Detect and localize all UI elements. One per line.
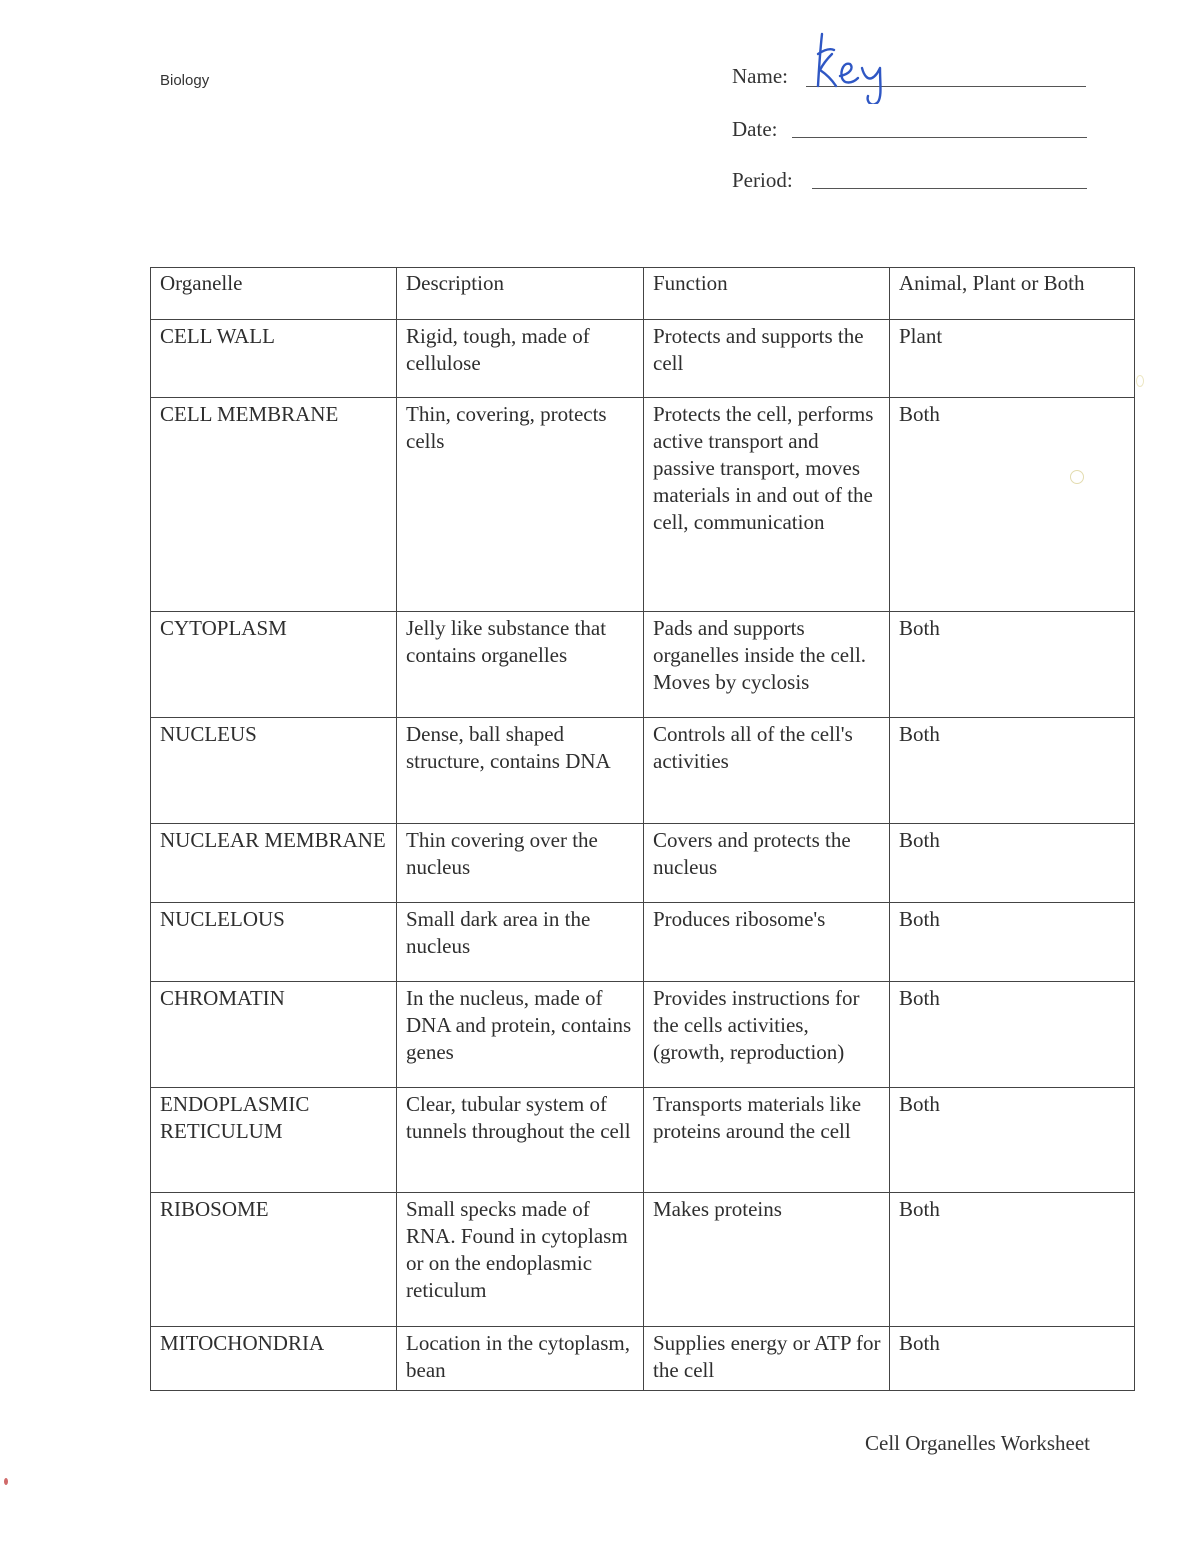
cell-type: Both: [890, 903, 1135, 982]
cell-organelle: CELL WALL: [151, 320, 397, 398]
name-label: Name:: [732, 64, 788, 88]
cell-organelle: ENDOPLASMIC RETICULUM: [151, 1088, 397, 1193]
cell-type: Both: [890, 824, 1135, 903]
cell-description: Location in the cytoplasm, bean: [397, 1327, 644, 1391]
cell-description: Thin, covering, protects cells: [397, 398, 644, 612]
cell-description: Thin covering over the nucleus: [397, 824, 644, 903]
table-row: [151, 903, 1135, 982]
table-row: [151, 1193, 1135, 1327]
cell-organelle: CYTOPLASM: [151, 612, 397, 718]
cell-type: Both: [890, 1088, 1135, 1193]
scan-speck: [1070, 470, 1084, 484]
cell-type: Both: [890, 398, 1135, 612]
cell-type: Both: [890, 982, 1135, 1088]
cell-type: Both: [890, 612, 1135, 718]
cell-organelle: NUCLELOUS: [151, 903, 397, 982]
cell-function: Controls all of the cell's activities: [644, 718, 890, 824]
cell-type: Plant: [890, 320, 1135, 398]
subject-label: Biology: [160, 72, 210, 89]
worksheet-title: Cell Organelles Worksheet: [865, 1431, 1090, 1455]
cell-type: Both: [890, 718, 1135, 824]
cell-function: Protects and supports the cell: [644, 320, 890, 398]
period-line[interactable]: [812, 188, 1087, 189]
cell-function: Covers and protects the nucleus: [644, 824, 890, 903]
table-row: [151, 1327, 1135, 1391]
cell-organelle: CHROMATIN: [151, 982, 397, 1088]
cell-organelle: MITOCHONDRIA: [151, 1327, 397, 1391]
table-header-row: [151, 268, 1135, 320]
table-row: [151, 824, 1135, 903]
cell-description: Small specks made of RNA. Found in cytoplasm or on the endoplasmic reticulum: [397, 1193, 644, 1327]
cell-organelle: NUCLEUS: [151, 718, 397, 824]
cell-description: Dense, ball shaped structure, contains DNA: [397, 718, 644, 824]
cell-function: Pads and supports organelles inside the cell. Moves by cyclosis: [644, 612, 890, 718]
cell-function: Provides instructions for the cells activities, (growth, reproduction): [644, 982, 890, 1088]
date-line[interactable]: [792, 137, 1087, 138]
table-row: [151, 982, 1135, 1088]
cell-function: Supplies energy or ATP for the cell: [644, 1327, 890, 1391]
cell-function: Protects the cell, performs active transport and passive transport, moves materials in and out of the cell, communication: [644, 398, 890, 612]
cell-description: In the nucleus, made of DNA and protein, contains genes: [397, 982, 644, 1088]
handwritten-name-key: [810, 24, 910, 104]
cell-description: Rigid, tough, made of cellulose: [397, 320, 644, 398]
cell-organelle: CELL MEMBRANE: [151, 398, 397, 612]
table-row: [151, 718, 1135, 824]
header-organelle: Organelle: [151, 268, 397, 320]
header-description: Description: [397, 268, 644, 320]
period-label: Period:: [732, 168, 793, 192]
cell-description: Jelly like substance that contains organelles: [397, 612, 644, 718]
header-type: Animal, Plant or Both: [890, 268, 1135, 320]
cell-organelle: RIBOSOME: [151, 1193, 397, 1327]
cell-type: Both: [890, 1327, 1135, 1391]
cell-type: Both: [890, 1193, 1135, 1327]
cell-organelle: NUCLEAR MEMBRANE: [151, 824, 397, 903]
organelles-table: [150, 267, 1135, 1391]
cell-function: Transports materials like proteins around the cell: [644, 1088, 890, 1193]
date-label: Date:: [732, 117, 778, 141]
table-row: [151, 1088, 1135, 1193]
cell-description: Small dark area in the nucleus: [397, 903, 644, 982]
scan-speck: [1136, 375, 1144, 387]
table-row: [151, 320, 1135, 398]
table-row: [151, 398, 1135, 612]
cell-function: Makes proteins: [644, 1193, 890, 1327]
table-row: [151, 612, 1135, 718]
cell-function: Produces ribosome's: [644, 903, 890, 982]
header-function: Function: [644, 268, 890, 320]
cell-description: Clear, tubular system of tunnels throughout the cell: [397, 1088, 644, 1193]
scan-speck: [4, 1478, 8, 1485]
